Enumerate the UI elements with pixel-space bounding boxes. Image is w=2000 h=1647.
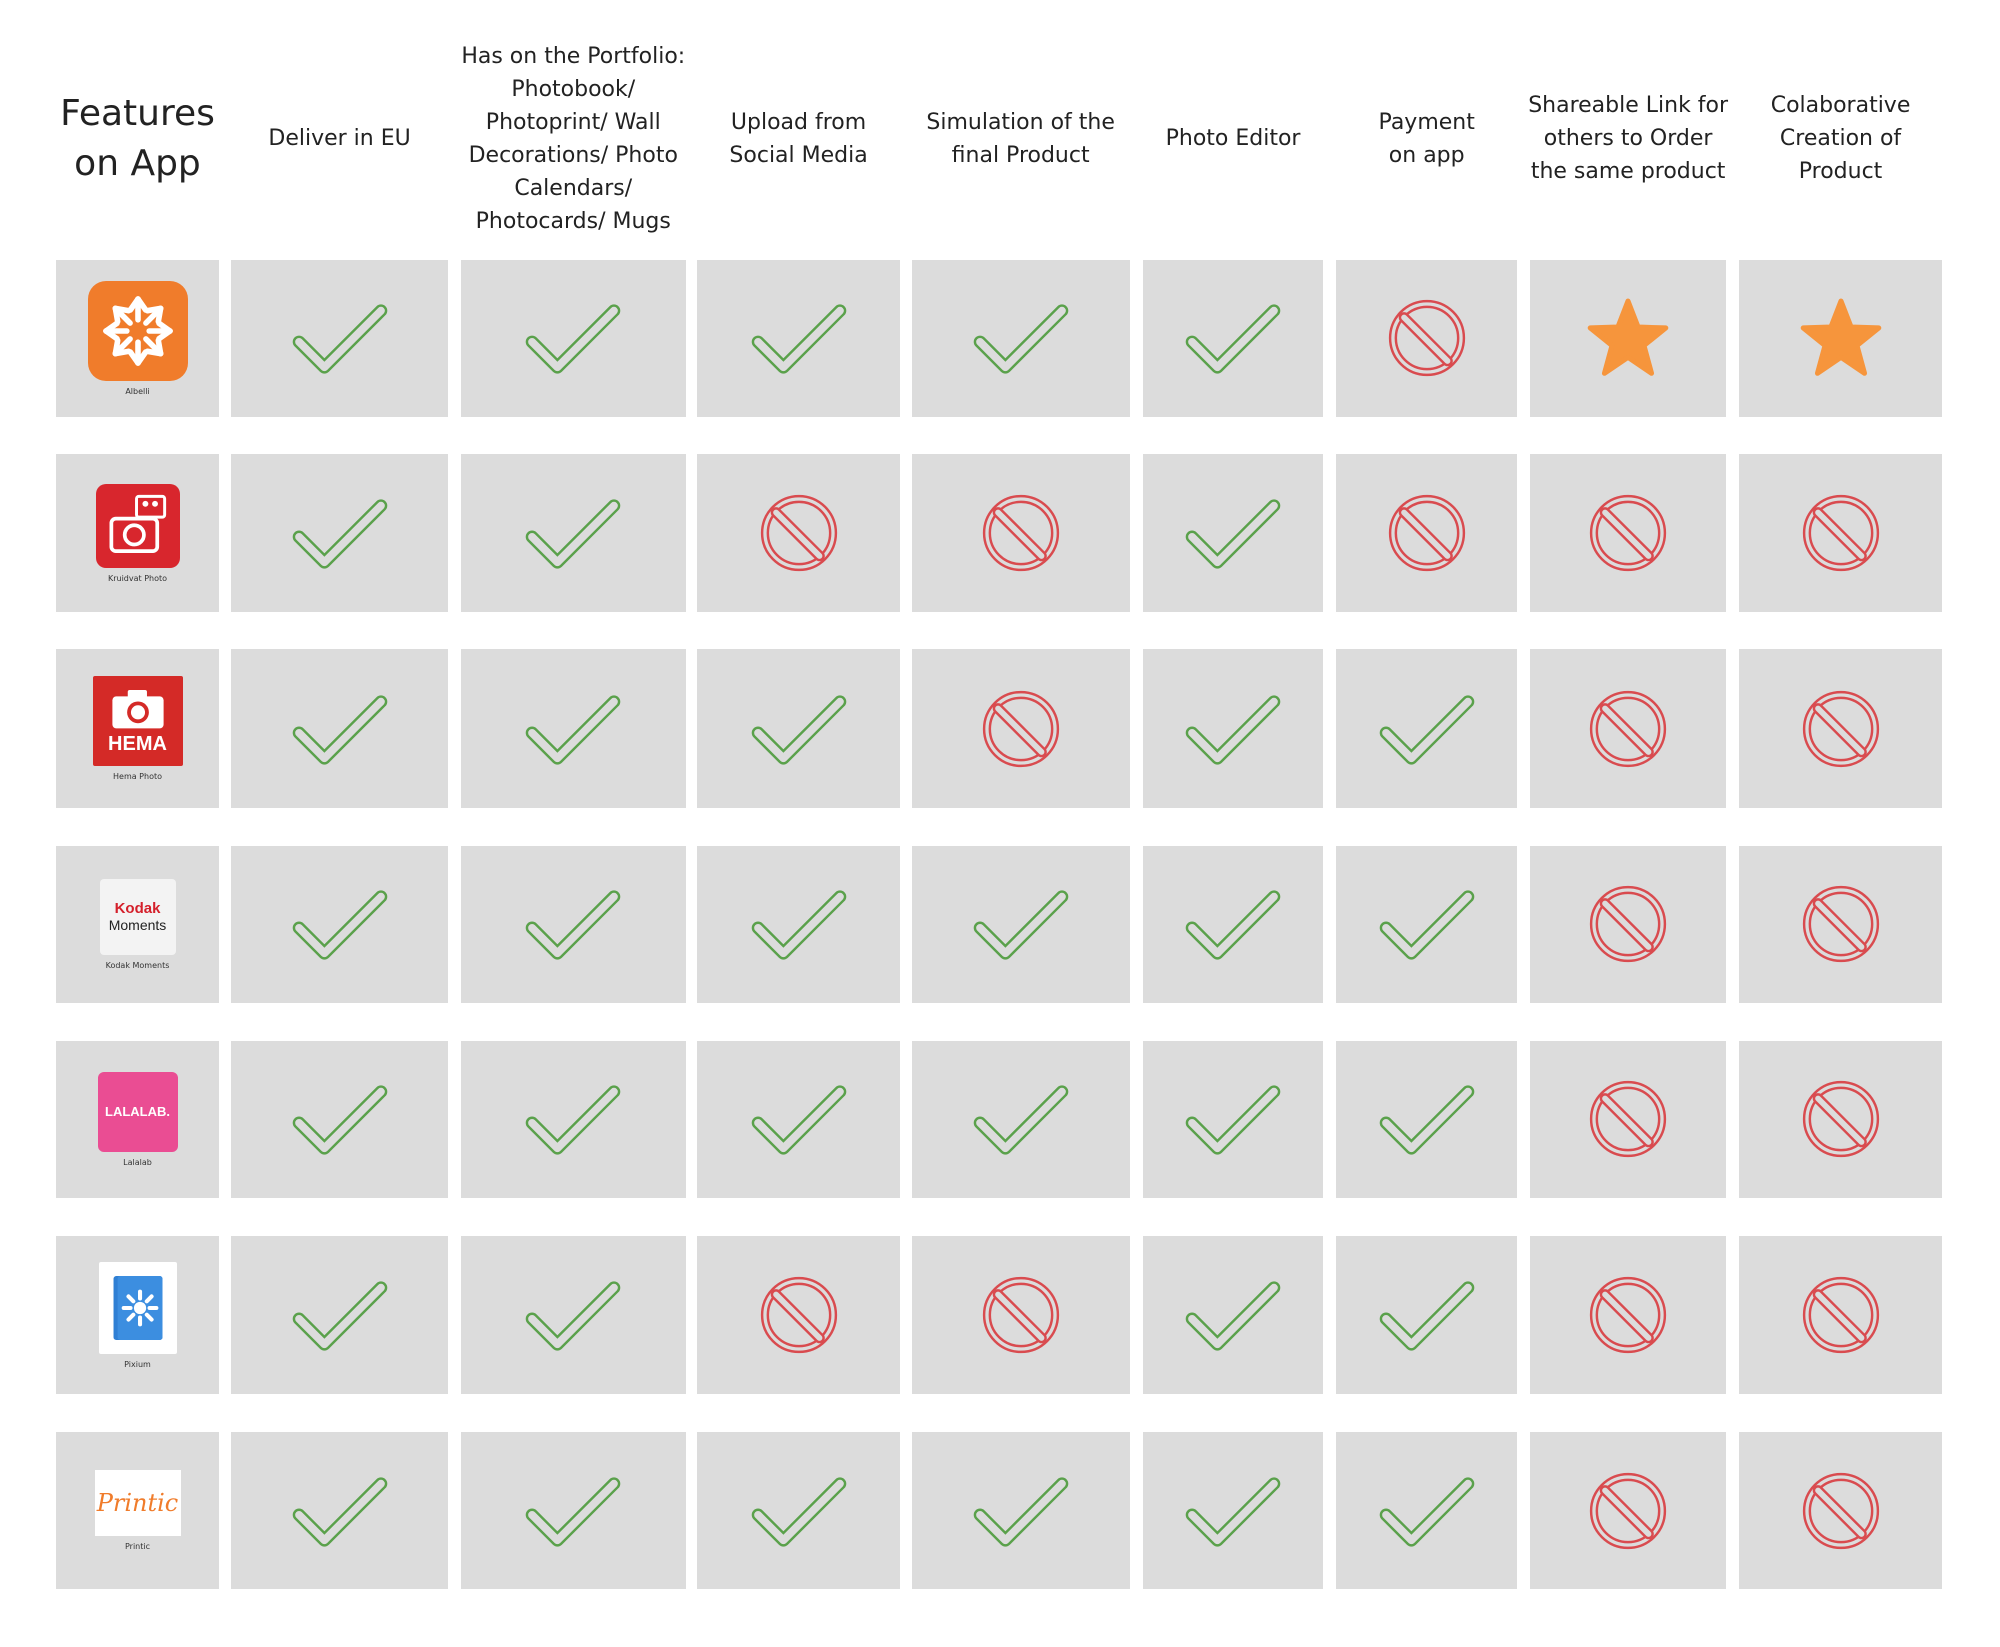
check-icon: [524, 1276, 622, 1354]
feature-cell-check: [231, 846, 448, 1004]
prohibited-icon: [1800, 688, 1882, 770]
feature-cell-prohibited: [1530, 846, 1726, 1004]
check-icon: [291, 1472, 389, 1550]
feature-cell-check: [1143, 649, 1324, 808]
feature-cell-check: [231, 1041, 448, 1199]
pixium-book-icon: [99, 1262, 177, 1354]
check-icon: [1378, 1472, 1476, 1550]
feature-cell-check: [1143, 260, 1324, 418]
feature-cell-check: [461, 1041, 686, 1199]
column-header: Colaborative Creation of Product: [1770, 93, 1911, 185]
feature-cell-check: [1143, 454, 1324, 612]
check-icon: [291, 1080, 389, 1158]
check-icon: [291, 1276, 389, 1354]
feature-cell-star: [1530, 260, 1726, 418]
check-icon: [1184, 885, 1282, 963]
hema-camera-icon: [93, 676, 183, 766]
feature-cell-check: [912, 1432, 1130, 1590]
feature-cell-star: [1739, 260, 1942, 418]
check-icon: [524, 690, 622, 768]
app-cell: [56, 1432, 220, 1590]
feature-cell-check: [231, 1236, 448, 1395]
feature-cell-prohibited: [912, 454, 1130, 612]
feature-cell-check: [912, 1041, 1130, 1199]
feature-cell-prohibited: [697, 454, 900, 612]
prohibited-icon: [1800, 1078, 1882, 1160]
app-name: Pixium: [124, 1359, 151, 1369]
check-icon: [750, 1472, 848, 1550]
check-icon: [750, 690, 848, 768]
feature-cell-check: [1336, 1432, 1517, 1590]
column-header: Simulation of the final Product: [926, 109, 1115, 168]
feature-cell-check: [697, 846, 900, 1004]
feature-cell-check: [1143, 1236, 1324, 1395]
feature-cell-prohibited: [1739, 1236, 1942, 1395]
printic-wordmark: Printic: [96, 1489, 179, 1518]
prohibited-icon: [1587, 1274, 1669, 1356]
check-icon: [1184, 494, 1282, 572]
feature-cell-check: [1143, 1432, 1324, 1590]
app-cell: [56, 1041, 220, 1199]
app-name: Printic: [124, 1542, 151, 1552]
check-icon: [1184, 1080, 1282, 1158]
app-cell: [56, 649, 220, 808]
prohibited-icon: [980, 688, 1062, 770]
feature-cell-prohibited: [1739, 1041, 1942, 1199]
check-icon: [972, 299, 1070, 377]
app-name: Albelli: [125, 386, 150, 396]
star-icon: [1586, 296, 1670, 380]
kruidvat-camera-icon: [96, 484, 180, 568]
check-icon: [750, 299, 848, 377]
feature-cell-check: [697, 1432, 900, 1590]
app-name: Kruidvat Photo: [107, 573, 168, 583]
check-icon: [750, 885, 848, 963]
app-cell: [56, 260, 220, 418]
column-header: Upload from Social Media: [729, 109, 868, 168]
feature-cell-check: [461, 260, 686, 418]
check-icon: [291, 299, 389, 377]
column-header: Deliver in EU: [268, 126, 411, 152]
feature-cell-prohibited: [1530, 1432, 1726, 1590]
check-icon: [1184, 1472, 1282, 1550]
prohibited-icon: [980, 492, 1062, 574]
feature-cell-check: [912, 846, 1130, 1004]
prohibited-icon: [980, 1274, 1062, 1356]
moments-wordmark: Moments: [108, 916, 167, 933]
prohibited-icon: [1800, 1470, 1882, 1552]
check-icon: [524, 299, 622, 377]
app-name: Kodak Moments: [105, 960, 170, 970]
feature-cell-prohibited: [1739, 454, 1942, 612]
check-icon: [291, 885, 389, 963]
prohibited-icon: [1587, 1470, 1669, 1552]
feature-cell-check: [1336, 1236, 1517, 1395]
check-icon: [1378, 1080, 1476, 1158]
prohibited-icon: [1386, 297, 1468, 379]
check-icon: [972, 885, 1070, 963]
check-icon: [524, 1472, 622, 1550]
check-icon: [1378, 1276, 1476, 1354]
check-icon: [1184, 299, 1282, 377]
prohibited-icon: [1587, 1078, 1669, 1160]
check-icon: [750, 1080, 848, 1158]
feature-cell-prohibited: [912, 1236, 1130, 1395]
prohibited-icon: [1587, 492, 1669, 574]
check-icon: [972, 1080, 1070, 1158]
app-cell: [56, 454, 220, 612]
prohibited-icon: [758, 1274, 840, 1356]
feature-cell-check: [231, 649, 448, 808]
feature-cell-prohibited: [1530, 454, 1726, 612]
column-header: Shareable Link for others to Order the same product: [1528, 93, 1729, 185]
check-icon: [524, 494, 622, 572]
prohibited-icon: [1587, 688, 1669, 770]
feature-cell-prohibited: [912, 649, 1130, 808]
kodak-wordmark: Kodak: [114, 899, 161, 917]
lalalab-logo-icon: [98, 1072, 178, 1152]
check-icon: [1378, 885, 1476, 963]
feature-cell-check: [912, 260, 1130, 418]
feature-cell-prohibited: [1739, 846, 1942, 1004]
feature-cell-prohibited: [1530, 1041, 1726, 1199]
feature-cell-check: [1336, 649, 1517, 808]
feature-cell-prohibited: [1530, 649, 1726, 808]
feature-cell-prohibited: [1739, 649, 1942, 808]
check-icon: [972, 1472, 1070, 1550]
app-name: Lalalab: [123, 1157, 152, 1167]
feature-cell-check: [1143, 1041, 1324, 1199]
prohibited-icon: [1800, 1274, 1882, 1356]
column-header: Photo Editor: [1165, 126, 1301, 152]
prohibited-icon: [1587, 883, 1669, 965]
app-name: Hema Photo: [113, 772, 162, 782]
feature-cell-prohibited: [697, 1236, 900, 1395]
star-icon: [1799, 296, 1883, 380]
feature-cell-check: [697, 1041, 900, 1199]
prohibited-icon: [758, 492, 840, 574]
feature-cell-prohibited: [1739, 1432, 1942, 1590]
feature-cell-check: [1336, 1041, 1517, 1199]
prohibited-icon: [1800, 492, 1882, 574]
column-header: Payment on app: [1378, 109, 1475, 168]
feature-cell-check: [1143, 846, 1324, 1004]
check-icon: [1184, 1276, 1282, 1354]
prohibited-icon: [1800, 883, 1882, 965]
feature-cell-check: [461, 649, 686, 808]
feature-cell-check: [231, 1432, 448, 1590]
check-icon: [291, 690, 389, 768]
corner-label: Features on App: [60, 92, 215, 184]
feature-cell-prohibited: [1336, 260, 1517, 418]
feature-cell-check: [231, 454, 448, 612]
feature-cell-prohibited: [1530, 1236, 1726, 1395]
app-cell: [56, 1236, 220, 1395]
check-icon: [524, 1080, 622, 1158]
feature-cell-check: [697, 649, 900, 808]
kodak-logo-icon: [100, 879, 176, 955]
feature-cell-check: [461, 1236, 686, 1395]
prohibited-icon: [1386, 492, 1468, 574]
albelli-icon: [88, 281, 188, 381]
check-icon: [291, 494, 389, 572]
printic-logo-icon: [95, 1470, 181, 1536]
column-header: Has on the Portfolio: Photobook/ Photoprint/ Wall Decorations/ Photo Calendars/ Photocards/ Mugs: [461, 43, 686, 234]
feature-cell-check: [1336, 846, 1517, 1004]
feature-cell-check: [231, 260, 448, 418]
lalalab-wordmark: LALALAB.: [105, 1104, 170, 1120]
app-cell: [56, 846, 220, 1004]
check-icon: [1378, 690, 1476, 768]
check-icon: [1184, 690, 1282, 768]
feature-cell-check: [461, 846, 686, 1004]
feature-cell-check: [461, 454, 686, 612]
feature-cell-check: [697, 260, 900, 418]
feature-cell-check: [461, 1432, 686, 1590]
feature-cell-prohibited: [1336, 454, 1517, 612]
hema-wordmark: HEMA: [108, 733, 167, 756]
check-icon: [524, 885, 622, 963]
